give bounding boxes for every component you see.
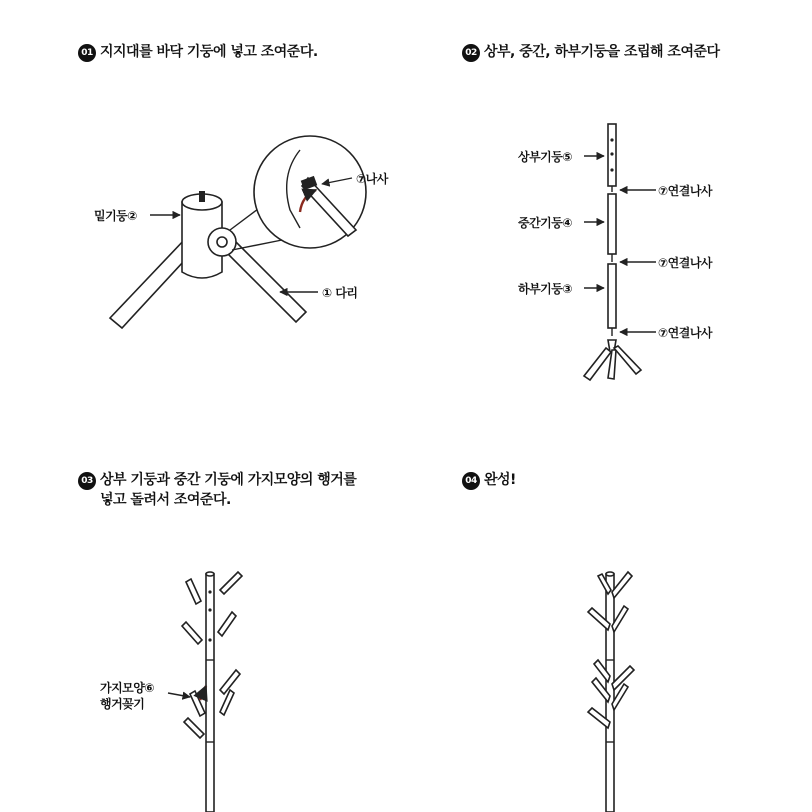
label-branch-hanger: [100, 680, 154, 712]
label-leg: ① 다리: [322, 286, 358, 300]
step-number-badge: 01: [78, 44, 96, 62]
screw-top-icon: [199, 191, 205, 202]
label-branch-hanger-line2: 행거꽂기: [100, 697, 145, 711]
step-4-diagram: [588, 572, 634, 812]
step-4-text: 완성!: [484, 472, 516, 488]
insert-arrow-icon: [200, 686, 206, 700]
label-branch-hanger-num: ⑥: [144, 681, 155, 695]
label-middle-pillar: 중간기둥④: [518, 216, 573, 230]
label-connect-screw-2: ⑦연결나사: [658, 256, 713, 270]
step-2-text: 상부, 중간, 하부기둥을 조립해 조여준다: [484, 44, 720, 60]
step-2-diagram: [584, 124, 656, 380]
label-bottom-pillar: 밑기둥②: [94, 209, 137, 223]
label-branch-hanger-line1: 가지모양: [100, 681, 145, 695]
label-screw: ⑦나사: [356, 172, 388, 186]
step-number-badge: 02: [462, 44, 480, 62]
label-upper-pillar: 상부기둥⑤: [518, 150, 573, 164]
label-connect-screw-3: ⑦연결나사: [658, 326, 713, 340]
step-number-badge: 04: [462, 472, 480, 490]
step-3-text-line2: 넣고 돌려서 조여준다.: [100, 492, 231, 508]
label-connect-screw-1: ⑦연결나사: [658, 184, 713, 198]
label-lower-pillar: 하부기둥③: [518, 282, 573, 296]
step-3-diagram: [168, 572, 242, 812]
step-1-text: 지지대를 바닥 기둥에 넣고 조여준다.: [100, 44, 318, 60]
step-3-text-line1: 상부 기둥과 중간 기둥에 가지모양의 행거를: [100, 472, 357, 488]
step-number-badge: 03: [78, 472, 96, 490]
